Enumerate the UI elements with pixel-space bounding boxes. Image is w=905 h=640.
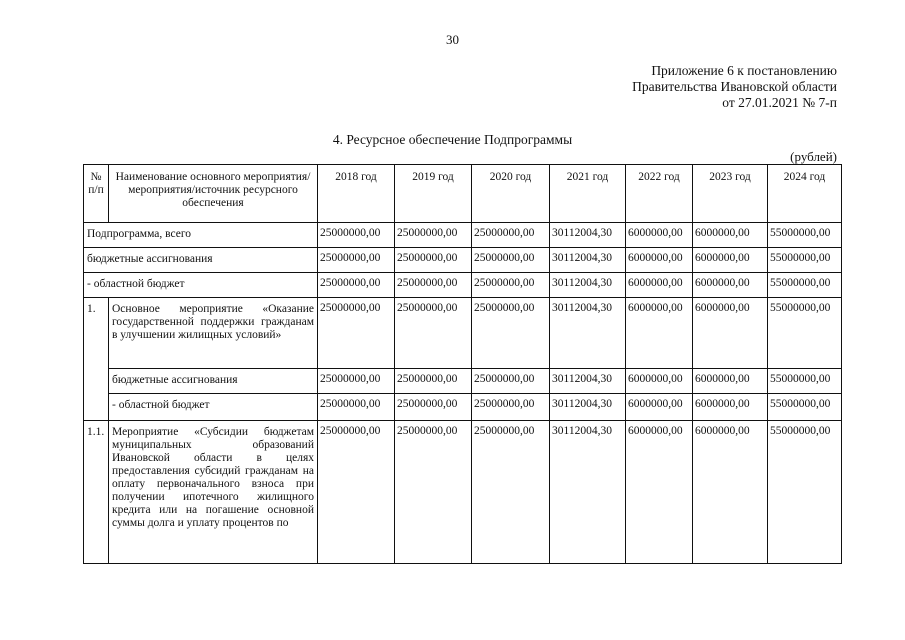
appendix-line-2: Правительства Ивановской области: [632, 79, 837, 94]
row-value: 25000000,00: [318, 394, 395, 421]
row-value: 25000000,00: [472, 223, 550, 248]
row-value: 25000000,00: [318, 273, 395, 298]
header-year: 2022 год: [626, 165, 693, 223]
row-value: 6000000,00: [693, 394, 768, 421]
resource-table: [83, 164, 842, 564]
row-value: 6000000,00: [626, 248, 693, 273]
row-value: 55000000,00: [768, 369, 842, 394]
table-row: [84, 248, 842, 273]
row-value: 6000000,00: [626, 369, 693, 394]
row-value: 6000000,00: [626, 394, 693, 421]
row-name: Мероприятие «Субсидии бюджетам муниципальных образований Ивановской области в целях предоставления субсидий гражданам на оплату первоначального взноса при получении ипотечного жилищного кредита или на погашение основной суммы долга и уплату процентов по: [109, 421, 318, 564]
header-year: 2018 год: [318, 165, 395, 223]
header-name: Наименование основного мероприятия/мероприятия/источник ресурсного обеспечения: [109, 165, 318, 223]
table-row: [84, 369, 842, 394]
row-value: 55000000,00: [768, 394, 842, 421]
row-value: 25000000,00: [472, 273, 550, 298]
row-value: 6000000,00: [693, 273, 768, 298]
appendix-line-1: Приложение 6 к постановлению: [651, 63, 837, 78]
row-value: 55000000,00: [768, 298, 842, 369]
table-row: [84, 298, 842, 369]
row-value: 30112004,30: [550, 421, 626, 564]
units-label: (рублей): [790, 149, 837, 164]
row-value: 25000000,00: [472, 298, 550, 369]
row-value: 25000000,00: [318, 223, 395, 248]
row-value: 30112004,30: [550, 394, 626, 421]
row-value: 25000000,00: [395, 369, 472, 394]
row-value: 6000000,00: [693, 369, 768, 394]
header-year: 2020 год: [472, 165, 550, 223]
row-value: 55000000,00: [768, 248, 842, 273]
row-value: 25000000,00: [395, 248, 472, 273]
appendix-line-3: от 27.01.2021 № 7-п: [722, 95, 837, 110]
row-value: 25000000,00: [472, 421, 550, 564]
row-value: 6000000,00: [693, 298, 768, 369]
row-name: бюджетные ассигнования: [109, 369, 318, 394]
row-value: 6000000,00: [693, 248, 768, 273]
table-header-row: [84, 165, 842, 223]
row-value: 55000000,00: [768, 223, 842, 248]
row-value: 6000000,00: [693, 223, 768, 248]
row-value: 55000000,00: [768, 273, 842, 298]
appendix-block: [632, 63, 837, 111]
header-year: 2023 год: [693, 165, 768, 223]
row-value: 30112004,30: [550, 223, 626, 248]
row-value: 25000000,00: [472, 369, 550, 394]
row-value: 30112004,30: [550, 273, 626, 298]
row-name: - областной бюджет: [109, 394, 318, 421]
row-value: 6000000,00: [626, 273, 693, 298]
row-value: 25000000,00: [318, 369, 395, 394]
row-name: Подпрограмма, всего: [84, 223, 318, 248]
page-number: 30: [446, 32, 459, 47]
row-value: 30112004,30: [550, 369, 626, 394]
row-value: 6000000,00: [626, 223, 693, 248]
table-row: [84, 273, 842, 298]
row-value: 25000000,00: [395, 421, 472, 564]
section-title: 4. Ресурсное обеспечение Подпрограммы: [332, 132, 573, 147]
table-row: [84, 394, 842, 421]
header-year: 2024 год: [768, 165, 842, 223]
row-value: 25000000,00: [395, 223, 472, 248]
header-year: 2019 год: [395, 165, 472, 223]
table-row: [84, 223, 842, 248]
row-value: 25000000,00: [318, 298, 395, 369]
row-index: 1.1.: [84, 421, 109, 564]
row-name: - областной бюджет: [84, 273, 318, 298]
row-value: 6000000,00: [693, 421, 768, 564]
row-value: 25000000,00: [395, 273, 472, 298]
row-value: 25000000,00: [395, 298, 472, 369]
row-value: 25000000,00: [472, 394, 550, 421]
row-value: 55000000,00: [768, 421, 842, 564]
header-num: № п/п: [84, 165, 109, 223]
row-value: 30112004,30: [550, 298, 626, 369]
row-value: 6000000,00: [626, 298, 693, 369]
row-name: Основное мероприятие «Оказание государственной поддержки гражданам в улучшении жилищных условий»: [109, 298, 318, 369]
row-value: 25000000,00: [395, 394, 472, 421]
row-value: 6000000,00: [626, 421, 693, 564]
row-value: 25000000,00: [472, 248, 550, 273]
row-name: бюджетные ассигнования: [84, 248, 318, 273]
row-value: 30112004,30: [550, 248, 626, 273]
row-value: 25000000,00: [318, 421, 395, 564]
table-row: [84, 421, 842, 564]
row-value: 25000000,00: [318, 248, 395, 273]
header-year: 2021 год: [550, 165, 626, 223]
row-index: 1.: [84, 298, 109, 421]
